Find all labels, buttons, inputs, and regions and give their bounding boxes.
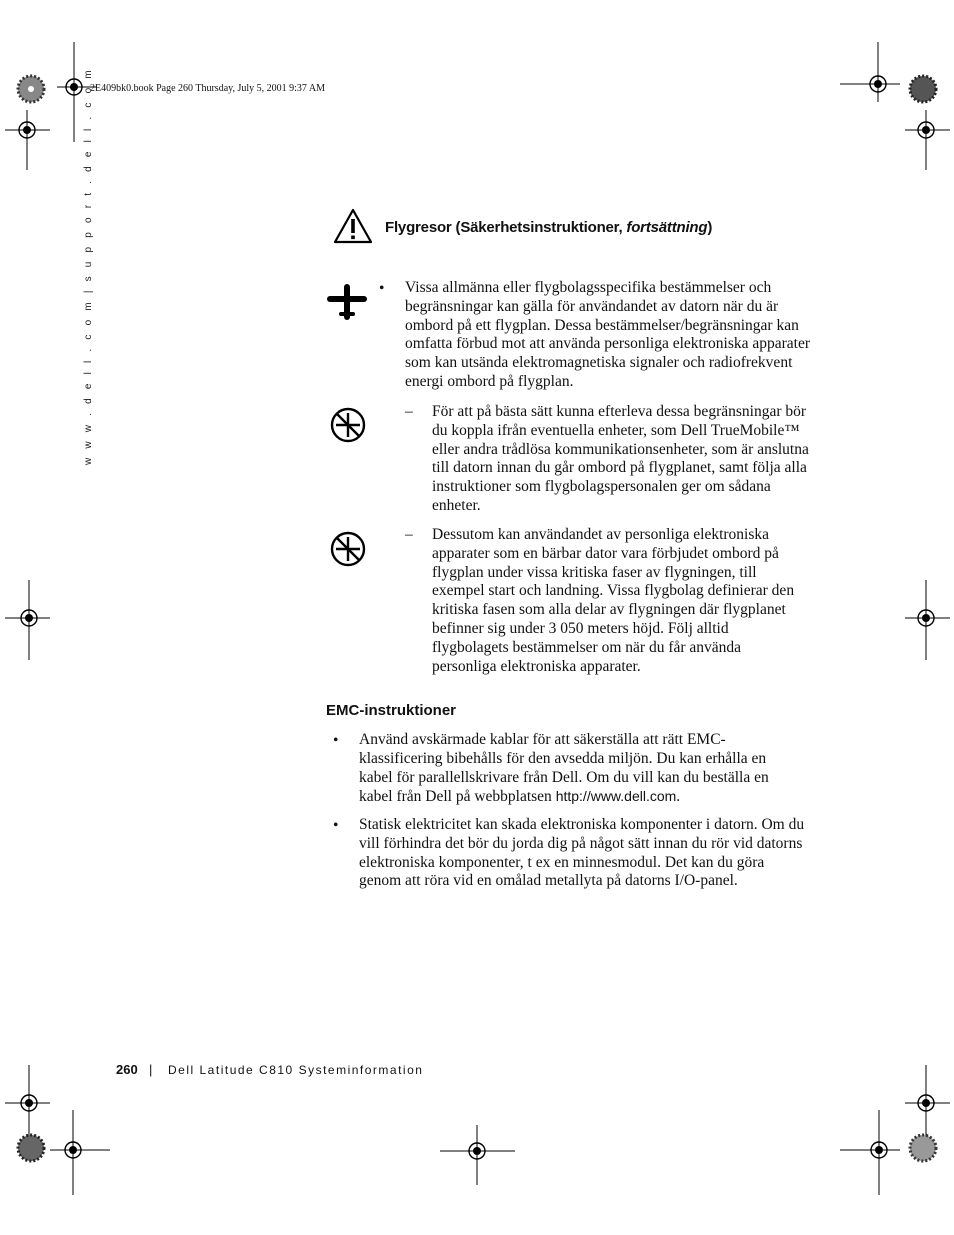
registration-mark-icon — [440, 1125, 515, 1185]
list-item-text: Använd avskärmade kablar för att säkerställa att rätt EMC-klassificering bibehålls för den avsedda miljön. Du kan erhålla en kabel för parallellskrivare från Dell. Om du vill kan du beställa en kabel från Dell på webbplatsen — [359, 731, 769, 806]
list-item: Vissa allmänna eller flygbolagsspecifika bestämmelser och begränsningar kan gälla för användandet av datorn när du är ombord på ett flygplan. Dessa bestämmelser/begränsningar kan omfatta förbud mot att använda personliga elektroniska apparater som kan utsända elektromagnetiska signaler och radiofrekvent energi ombord på flygplan. — [405, 279, 810, 390]
section-title — [385, 219, 712, 236]
print-stamp: 2E409bk0.book Page 260 Thursday, July 5, 2001 9:37 AM — [90, 83, 325, 94]
airplane-icon — [327, 282, 367, 327]
list-item: Statisk elektricitet kan skada elektroniska komponenter i datorn. Om du vill förhindra det bör du jorda dig på något sätt innan du rör vid datorns elektroniska komponenter, t ex en minnesmodul. Det kan du göra genom att röra vid en omålad metallyta på datorns I/O-panel. — [359, 816, 805, 890]
page-number: 260 — [116, 1062, 138, 1077]
dash-marker: – — [405, 526, 413, 543]
color-wheel-icon — [16, 74, 46, 104]
section-title-main: Flygresor (Säkerhetsinstruktioner, — [385, 219, 627, 236]
dell-website-link[interactable]: http://www.dell.com — [555, 788, 677, 805]
list-item: Dessutom kan användandet av personliga elektroniska apparater som en bärbar dator vara förbjudet ombord på flygplan under vissa kritiska faser av flygningen, till exempel start och landning. Vissa flygbolag definierar den kritiska fasen som alla delar av flygningen där flygplanet befinner sig under 3 050 meters höjd. Följ alltid flygbolagets bestämmelser om när du får använda personliga elektroniska apparater. — [432, 526, 795, 675]
registration-mark-icon — [5, 110, 50, 170]
section-title-italic: fortsättning — [626, 219, 708, 236]
registration-mark-icon — [5, 1065, 50, 1140]
side-url-text: w w w . d e l l . c o m | s u p p o r t . d e l l . c o m — [83, 67, 94, 465]
footer-separator: | — [149, 1062, 153, 1077]
color-wheel-icon — [16, 1133, 46, 1163]
section-title-close: ) — [707, 219, 713, 236]
list-item: För att på bästa sätt kunna efterleva dessa begränsningar bör du koppla ifrån eventuella enheter, som Dell TrueMobile™ eller andra trådlösa kommunikationsenheter, som är anslutna till datorn innan du går ombord på flygplanet, samt följa alla instruktioner som flygbolagspersonalen ger om sådana enheter. — [432, 403, 809, 514]
registration-mark-icon — [50, 1110, 110, 1195]
registration-mark-icon — [905, 580, 950, 660]
no-wireless-icon — [329, 406, 367, 449]
bullet-marker: • — [333, 732, 339, 749]
registration-mark-icon — [5, 580, 50, 660]
dash-marker: – — [405, 403, 413, 420]
color-wheel-icon — [908, 74, 938, 104]
no-wireless-icon — [329, 530, 367, 573]
bullet-marker: • — [333, 817, 339, 834]
side-url — [83, 67, 101, 465]
registration-mark-icon — [905, 1065, 950, 1140]
section-heading: EMC-instruktioner — [326, 702, 457, 719]
color-wheel-icon — [908, 1133, 938, 1163]
registration-mark-icon — [840, 42, 900, 102]
list-item — [359, 731, 784, 807]
registration-mark-icon — [905, 110, 950, 170]
bullet-marker: • — [379, 280, 385, 297]
warning-icon — [333, 208, 373, 249]
list-item-end: . — [676, 788, 681, 806]
footer-title: Dell Latitude C810 Systeminformation — [168, 1063, 424, 1077]
registration-mark-icon — [840, 1110, 900, 1195]
